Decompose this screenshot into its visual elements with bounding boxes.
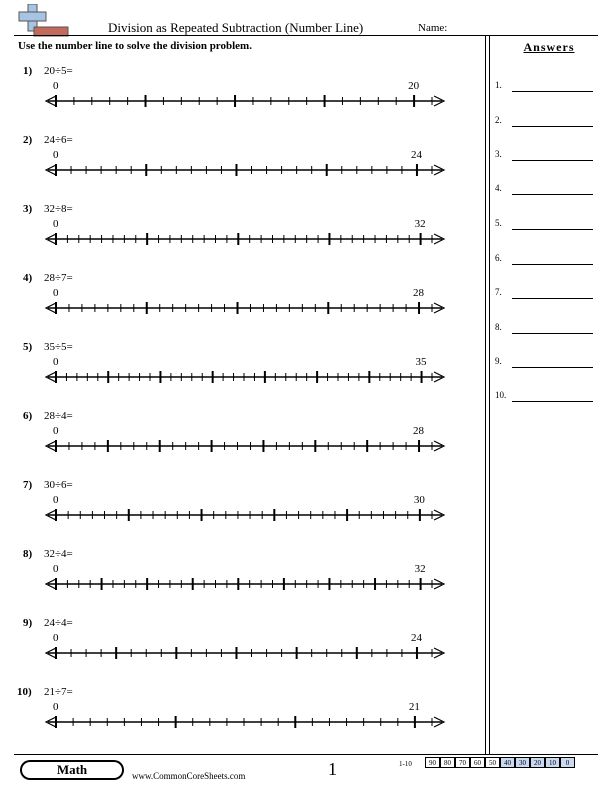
score-box: 50	[485, 757, 500, 768]
end-label: 24	[410, 149, 422, 161]
subject-label: Math	[22, 762, 122, 778]
answer-blank[interactable]	[512, 91, 593, 92]
answer-blank[interactable]	[512, 264, 593, 265]
instructions: Use the number line to solve the division problem.	[18, 40, 252, 52]
answers-title: Answers	[523, 40, 575, 54]
end-label: 32	[414, 218, 426, 230]
start-label: 0	[53, 149, 59, 161]
number-line	[44, 436, 449, 456]
problem-text: 24÷6=	[44, 134, 73, 146]
answer-label: 9.	[495, 356, 502, 366]
problem-text: 32÷8=	[44, 203, 73, 215]
score-box: 90	[425, 757, 440, 768]
page-title: Division as Repeated Subtraction (Number Line)	[108, 20, 364, 35]
problem-text: 21÷7=	[44, 686, 73, 698]
answer-label: 6.	[495, 253, 502, 263]
end-label: 28	[413, 425, 425, 437]
problem-text: 32÷4=	[44, 548, 73, 560]
number-line	[44, 574, 449, 594]
answer-blank[interactable]	[512, 126, 593, 127]
plus-minus-logo-icon	[16, 4, 70, 38]
answer-label: 3.	[495, 149, 502, 159]
answer-blank[interactable]	[512, 229, 593, 230]
start-label: 0	[53, 494, 59, 506]
number-line	[44, 367, 449, 387]
problem-text: 28÷4=	[44, 410, 73, 422]
score-box: 10	[545, 757, 560, 768]
number-line	[44, 505, 449, 525]
problem-number: 6)	[23, 410, 33, 422]
problem-number: 5)	[23, 341, 33, 353]
problem-number: 7)	[23, 479, 33, 491]
score-box: 20	[530, 757, 545, 768]
number-line	[44, 298, 449, 318]
answer-label: 8.	[495, 322, 502, 332]
end-label: 20	[408, 80, 420, 92]
answer-blank[interactable]	[512, 298, 593, 299]
answer-blank[interactable]	[512, 194, 593, 195]
start-label: 0	[53, 287, 59, 299]
number-line	[44, 643, 449, 663]
answer-label: 1.	[495, 80, 502, 90]
problem-number: 9)	[23, 617, 33, 629]
problem-text: 35÷5=	[44, 341, 73, 353]
problem-number: 3)	[23, 203, 33, 215]
answer-blank[interactable]	[512, 333, 593, 334]
end-label: 30	[413, 494, 425, 506]
end-label: 21	[408, 701, 420, 713]
end-label: 24	[410, 632, 422, 644]
answer-blank[interactable]	[512, 160, 593, 161]
problem-number: 8)	[23, 548, 33, 560]
problem-text: 24÷4=	[44, 617, 73, 629]
number-line	[44, 160, 449, 180]
problem-text: 28÷7=	[44, 272, 73, 284]
problem-number: 1)	[23, 65, 33, 77]
start-label: 0	[53, 218, 59, 230]
number-line	[44, 91, 449, 111]
answer-blank[interactable]	[512, 401, 593, 402]
score-box: 60	[470, 757, 485, 768]
answer-label: 5.	[495, 218, 502, 228]
problem-text: 30÷6=	[44, 479, 73, 491]
answer-label: 2.	[495, 115, 502, 125]
end-label: 28	[413, 287, 425, 299]
number-line	[44, 712, 449, 732]
header-rule	[14, 35, 598, 36]
name-label: Name:	[418, 22, 448, 34]
subject-badge	[20, 760, 124, 780]
problem-number: 2)	[23, 134, 33, 146]
problem-number: 4)	[23, 272, 33, 284]
score-box: 80	[440, 757, 455, 768]
start-label: 0	[53, 356, 59, 368]
start-label: 0	[53, 80, 59, 92]
score-box: 40	[500, 757, 515, 768]
footer-rule	[14, 754, 598, 755]
answers-divider	[485, 36, 490, 754]
number-line	[44, 229, 449, 249]
end-label: 35	[415, 356, 427, 368]
site-url: www.CommonCoreSheets.com	[132, 771, 246, 781]
score-box: 30	[515, 757, 530, 768]
score-box: 70	[455, 757, 470, 768]
score-box: 0	[560, 757, 575, 768]
answer-blank[interactable]	[512, 367, 593, 368]
answer-label: 10.	[495, 390, 507, 400]
start-label: 0	[53, 632, 59, 644]
start-label: 0	[53, 425, 59, 437]
problem-number: 10)	[17, 686, 32, 698]
score-range-label: 1-10	[399, 760, 412, 768]
answer-label: 7.	[495, 287, 502, 297]
answer-label: 4.	[495, 183, 502, 193]
start-label: 0	[53, 563, 59, 575]
problem-text: 20÷5=	[44, 65, 73, 77]
page-number: 1	[328, 759, 337, 779]
end-label: 32	[414, 563, 426, 575]
start-label: 0	[53, 701, 59, 713]
